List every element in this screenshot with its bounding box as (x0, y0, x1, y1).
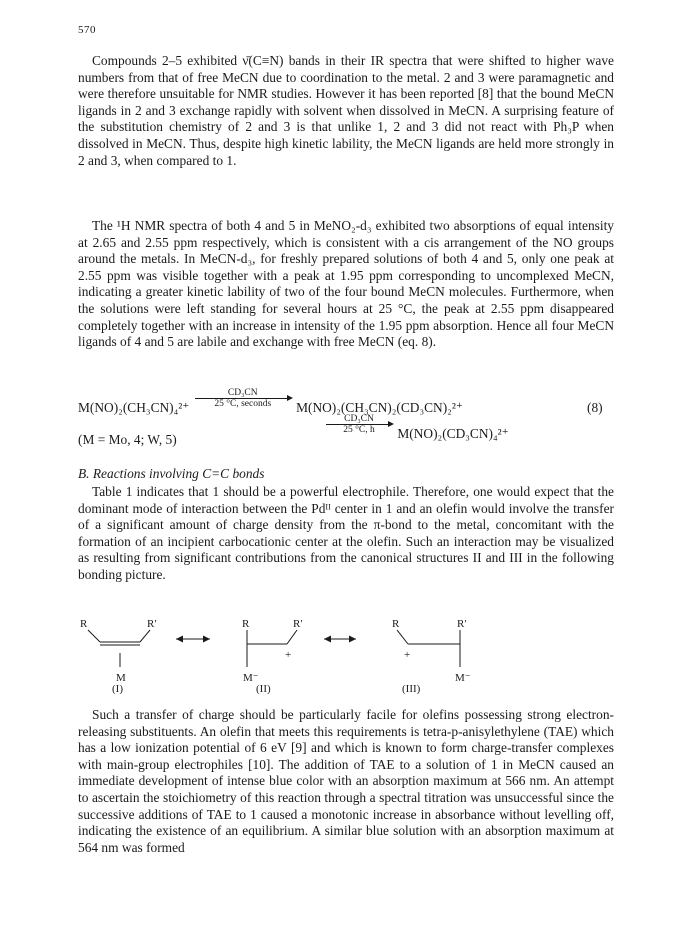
equation-number: (8) (587, 400, 603, 415)
bond-line (140, 630, 150, 642)
eq-arrow-1-under: 25 °C, seconds (214, 399, 272, 409)
bond-line (397, 630, 408, 644)
struct2-r-prime: R′ (293, 618, 303, 630)
paragraph-1 (78, 53, 614, 169)
eq-arrow-1 (195, 388, 291, 410)
paragraph-1-text: Compounds 2–5 exhibited ν̄(C≡N) bands in their IR spectra that were shifted to higher wave numbers from that of free MeCN due to coordination to the metal. 2 and 3 were paramagnetic and were therefore unsuitable for NMR studies. However it has been reported [8] that the bound MeCN ligands in 2 and 3 exchange rapidly with solvent when dissolved in MeCN. A surprising feature of the substitution chemistry of 2 and 3 is that unlike 1, 2 and 3 did not react with Ph₃P when dissolved in MeCN. Thus, despite high kinetic lability, the MeCN ligands are held more strongly in 2 and 3, when compared to 1. (78, 53, 614, 168)
structure-3 (392, 618, 471, 684)
equation-8-line-1 (78, 388, 463, 416)
eq-arrow-2 (326, 414, 392, 436)
paragraph-4-text: Such a transfer of charge should be particularly facile for olefins possessing strong electron-releasing substituents. An olefin that meets this requirements is tetra-p-anisylethylene (TAE) which has a low ionization potential of 6 eV [9] and which is known to form charge-transfer complexes with main-group electrophiles [10]. The addition of TAE to a solution of 1 in MeCN caused an immediate development of intense blue color with an absorption maximum at 566 nm. An attempt to ascertain the stoichiometry of this reaction through a spectral titration was unsuccessful since the successive additions of TAE to 1 caused a monotonic increase in absorbance without levelling off, indicating the existence of an equilibrium. A similar blue solution with an absorption maximum at 564 nm was formed (78, 707, 614, 855)
struct2-plus: + (285, 649, 292, 661)
paragraph-4 (78, 707, 614, 856)
eq-arrow-2-under: 25 °C, h (343, 425, 375, 435)
struct1-r: R (80, 618, 88, 630)
resonance-arrow-2 (324, 636, 356, 643)
eq-product-2: M(NO)₂(CD₃CN)₄²⁺ (397, 426, 509, 441)
structure-2 (242, 618, 303, 684)
eq-reactant: M(NO)₂(CH₃CN)₄²⁺ (78, 400, 190, 415)
struct3-m-minus: M⁻ (455, 672, 471, 684)
equation-8-line-2 (324, 414, 509, 442)
struct1-r-prime: R′ (147, 618, 157, 630)
paragraph-3-text: Table 1 indicates that 1 should be a powerful electrophile. Therefore, one would expect that the dominant mode of interaction between the Pdᴵᴵ center in 1 and an olefin would involve the transfer of a significant amount of charge density from the π-bond to the metal, concomitant with the formation of an incipient carbocationic center at the olefin. Such an interaction may be visualized as resulting from significant contributions from the canonical structures II and III in the following bonding picture. (78, 484, 614, 582)
bond-line (88, 630, 100, 642)
struct2-m-minus: M⁻ (243, 672, 259, 684)
resonance-arrow-1 (176, 636, 210, 643)
structure-label-2: (II) (256, 683, 271, 695)
section-heading: B. Reactions involving C=C bonds (78, 466, 265, 481)
paragraph-2 (78, 218, 614, 351)
eq-arrow-2-over: CD₃CN (344, 414, 374, 424)
struct2-r: R (242, 618, 250, 630)
arrow-icon (326, 424, 392, 425)
bond-line (287, 630, 297, 644)
structure-label-1: (I) (112, 683, 123, 695)
struct1-m: M (116, 672, 126, 684)
paragraph-2-text: The ¹H NMR spectra of both 4 and 5 in MeNO₂-d₃ exhibited two absorptions of equal intensity at 2.65 and 2.55 ppm respectively, which is consistent with a cis arrangement of the NO groups around the metals. In MeCN-d₃, for freshly prepared solutions of both 4 and 5, only one peak at 2.55 ppm was visible together with a peak at 1.95 ppm corresponding to uncomplexed MeCN, indicating a greater kinetic lability of two of the four bound MeCN molecules. Furthermore, when the solutions were left standing for several hours at 25 °C, the peak at 2.55 ppm disappeared completely together with an increase in intensity of the 1.95 ppm absorption. Hence all four MeCN ligands of 4 and 5 are labile and exchange with free MeCN (eq. 8). (78, 218, 614, 350)
eq-product-1: M(NO)₂(CH₃CN)₂(CD₃CN)₂²⁺ (296, 400, 463, 415)
structure-label-3: (III) (402, 683, 421, 695)
struct3-r-prime: R′ (457, 618, 467, 630)
equation-condition: (M = Mo, 4; W, 5) (78, 432, 177, 447)
paragraph-3 (78, 484, 614, 584)
arrow-icon (195, 398, 291, 399)
struct3-plus: + (404, 649, 411, 661)
struct3-r: R (392, 618, 400, 630)
bonding-structures (0, 613, 680, 713)
eq-arrow-1-over: CD₃CN (227, 388, 258, 398)
page-number: 570 (78, 24, 96, 36)
structure-1 (80, 618, 157, 684)
